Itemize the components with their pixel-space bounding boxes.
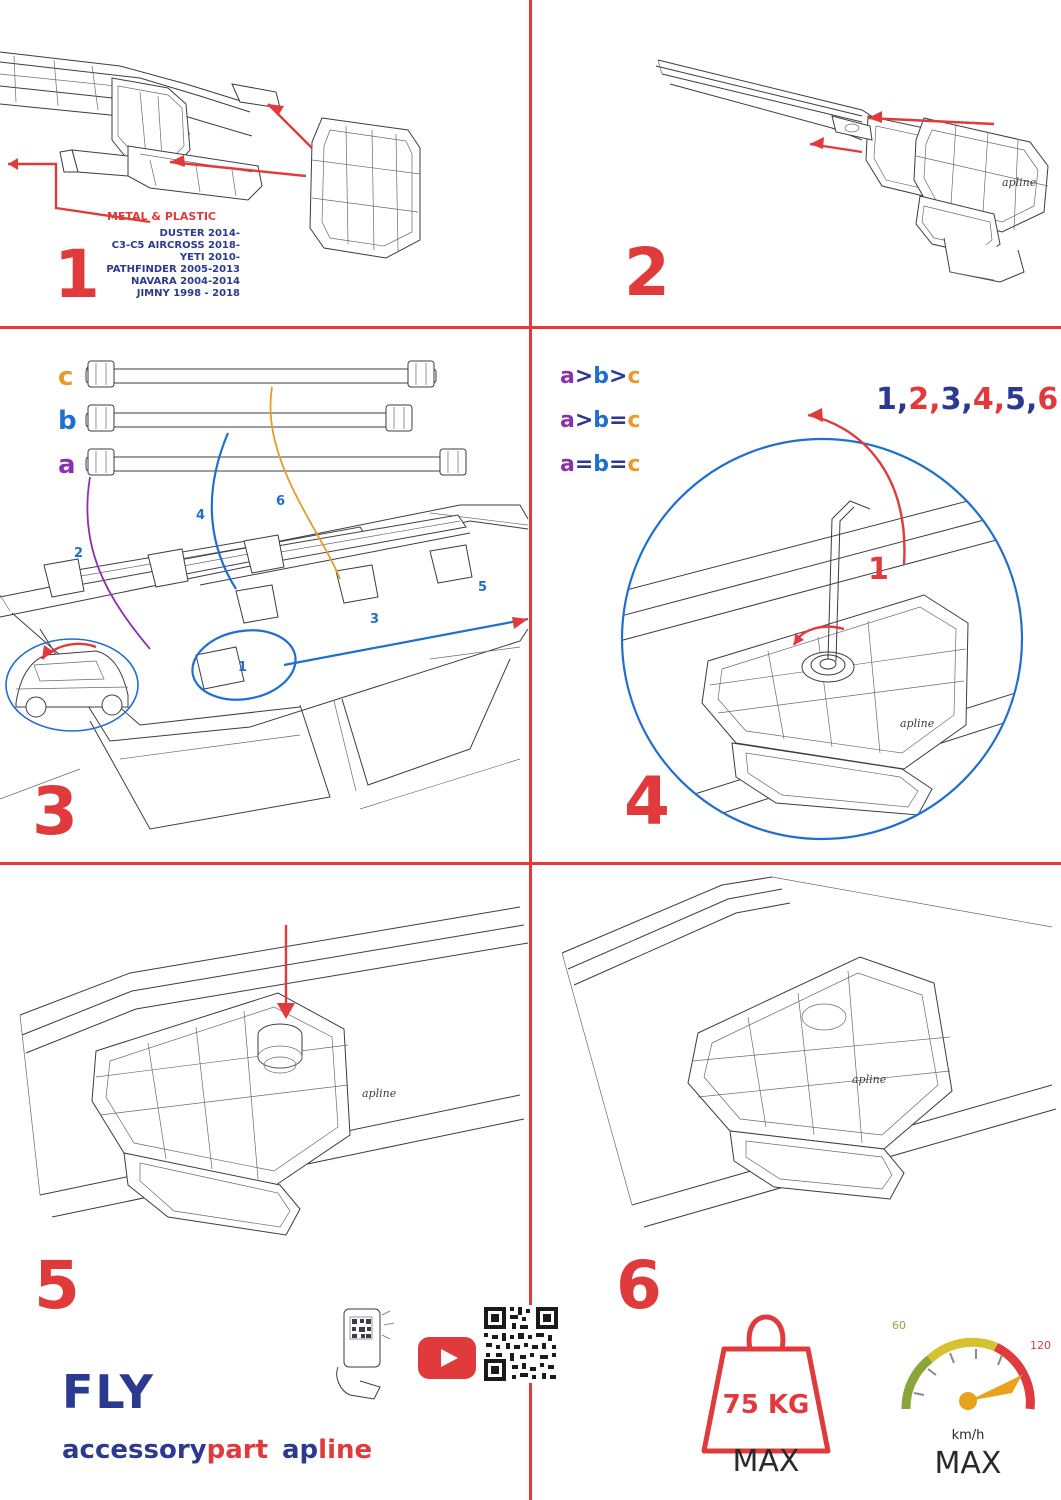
vehicle-0: DUSTER 2014- [159,228,240,239]
brand-ap: ap [282,1435,319,1465]
step-3-illustration [0,329,529,862]
panel-step-3 [0,329,529,862]
speed-unit: km/h [951,1428,985,1443]
weight-limit-icon [676,1305,856,1479]
panel-step-4 [532,329,1061,862]
vehicle-4: NAVARA 2004-2014 [131,276,240,287]
qr-scan-icon[interactable] [330,1305,400,1405]
equation-1-text: a>b=c [560,408,641,433]
bar-label-b: b [58,406,77,436]
step-number-4: 4 [624,763,670,840]
brand-fly: FLY [62,1365,155,1419]
marker-6: 6 [276,494,286,509]
step4-sequence [876,377,1059,421]
step4-callout: 1 [868,552,889,587]
equation-2-text: a=b=c [560,452,641,477]
panel-step-6 [532,865,1061,1500]
step-number-5: 5 [34,1247,80,1324]
panel-step-5 [0,865,529,1500]
marker-5: 5 [478,580,488,595]
apline-watermark-6: apline [852,1073,887,1086]
apline-watermark-5: apline [362,1087,397,1100]
marker-3: 3 [370,612,380,627]
step-5-illustration [0,865,529,1285]
bar-label-a: a [58,450,76,480]
youtube-icon[interactable] [418,1337,476,1379]
brand-part: part [206,1435,269,1465]
apline-watermark-4: apline [900,717,935,730]
svg-text:accessorypartapline [62,1435,372,1465]
metal-plastic-title: METAL & PLASTIC [106,210,216,223]
equation-0-text: a>b>c [560,364,641,389]
apline-watermark: apline [1002,176,1037,189]
panel-step-1 [0,0,529,326]
vehicle-1: C3-C5 AIRCROSS 2018- [111,240,240,251]
vehicle-2: YETI 2010- [179,252,240,263]
step-number-3: 3 [32,773,78,850]
marker-1: 1 [238,660,248,675]
speed-max-label: MAX [934,1446,1002,1481]
brand-line: line [318,1435,373,1465]
vehicle-5: JIMNY 1998 - 2018 [136,288,240,299]
step-number-2: 2 [624,234,670,311]
speed-limit-icon [884,1297,1061,1481]
speed-min-tick: 60 [892,1319,906,1332]
step-6-illustration [532,865,1061,1265]
brand-accessory: accessory [62,1435,207,1465]
weight-value: 75 KG [722,1390,810,1420]
bar-label-c: c [58,362,74,392]
weight-max-label: MAX [732,1444,800,1479]
speed-max-tick: 120 [1030,1339,1051,1352]
step-2-illustration [532,0,1061,326]
svg-text:1,2,3,4,5,6: 1,2,3,4,5,6 [876,382,1059,417]
marker-2: 2 [74,546,84,561]
panel-step-2 [532,0,1061,326]
step-number-6: 6 [616,1247,662,1324]
step-number-1: 1 [54,236,100,313]
marker-4: 4 [196,508,206,523]
vehicle-3: PATHFINDER 2005-2013 [106,264,240,275]
